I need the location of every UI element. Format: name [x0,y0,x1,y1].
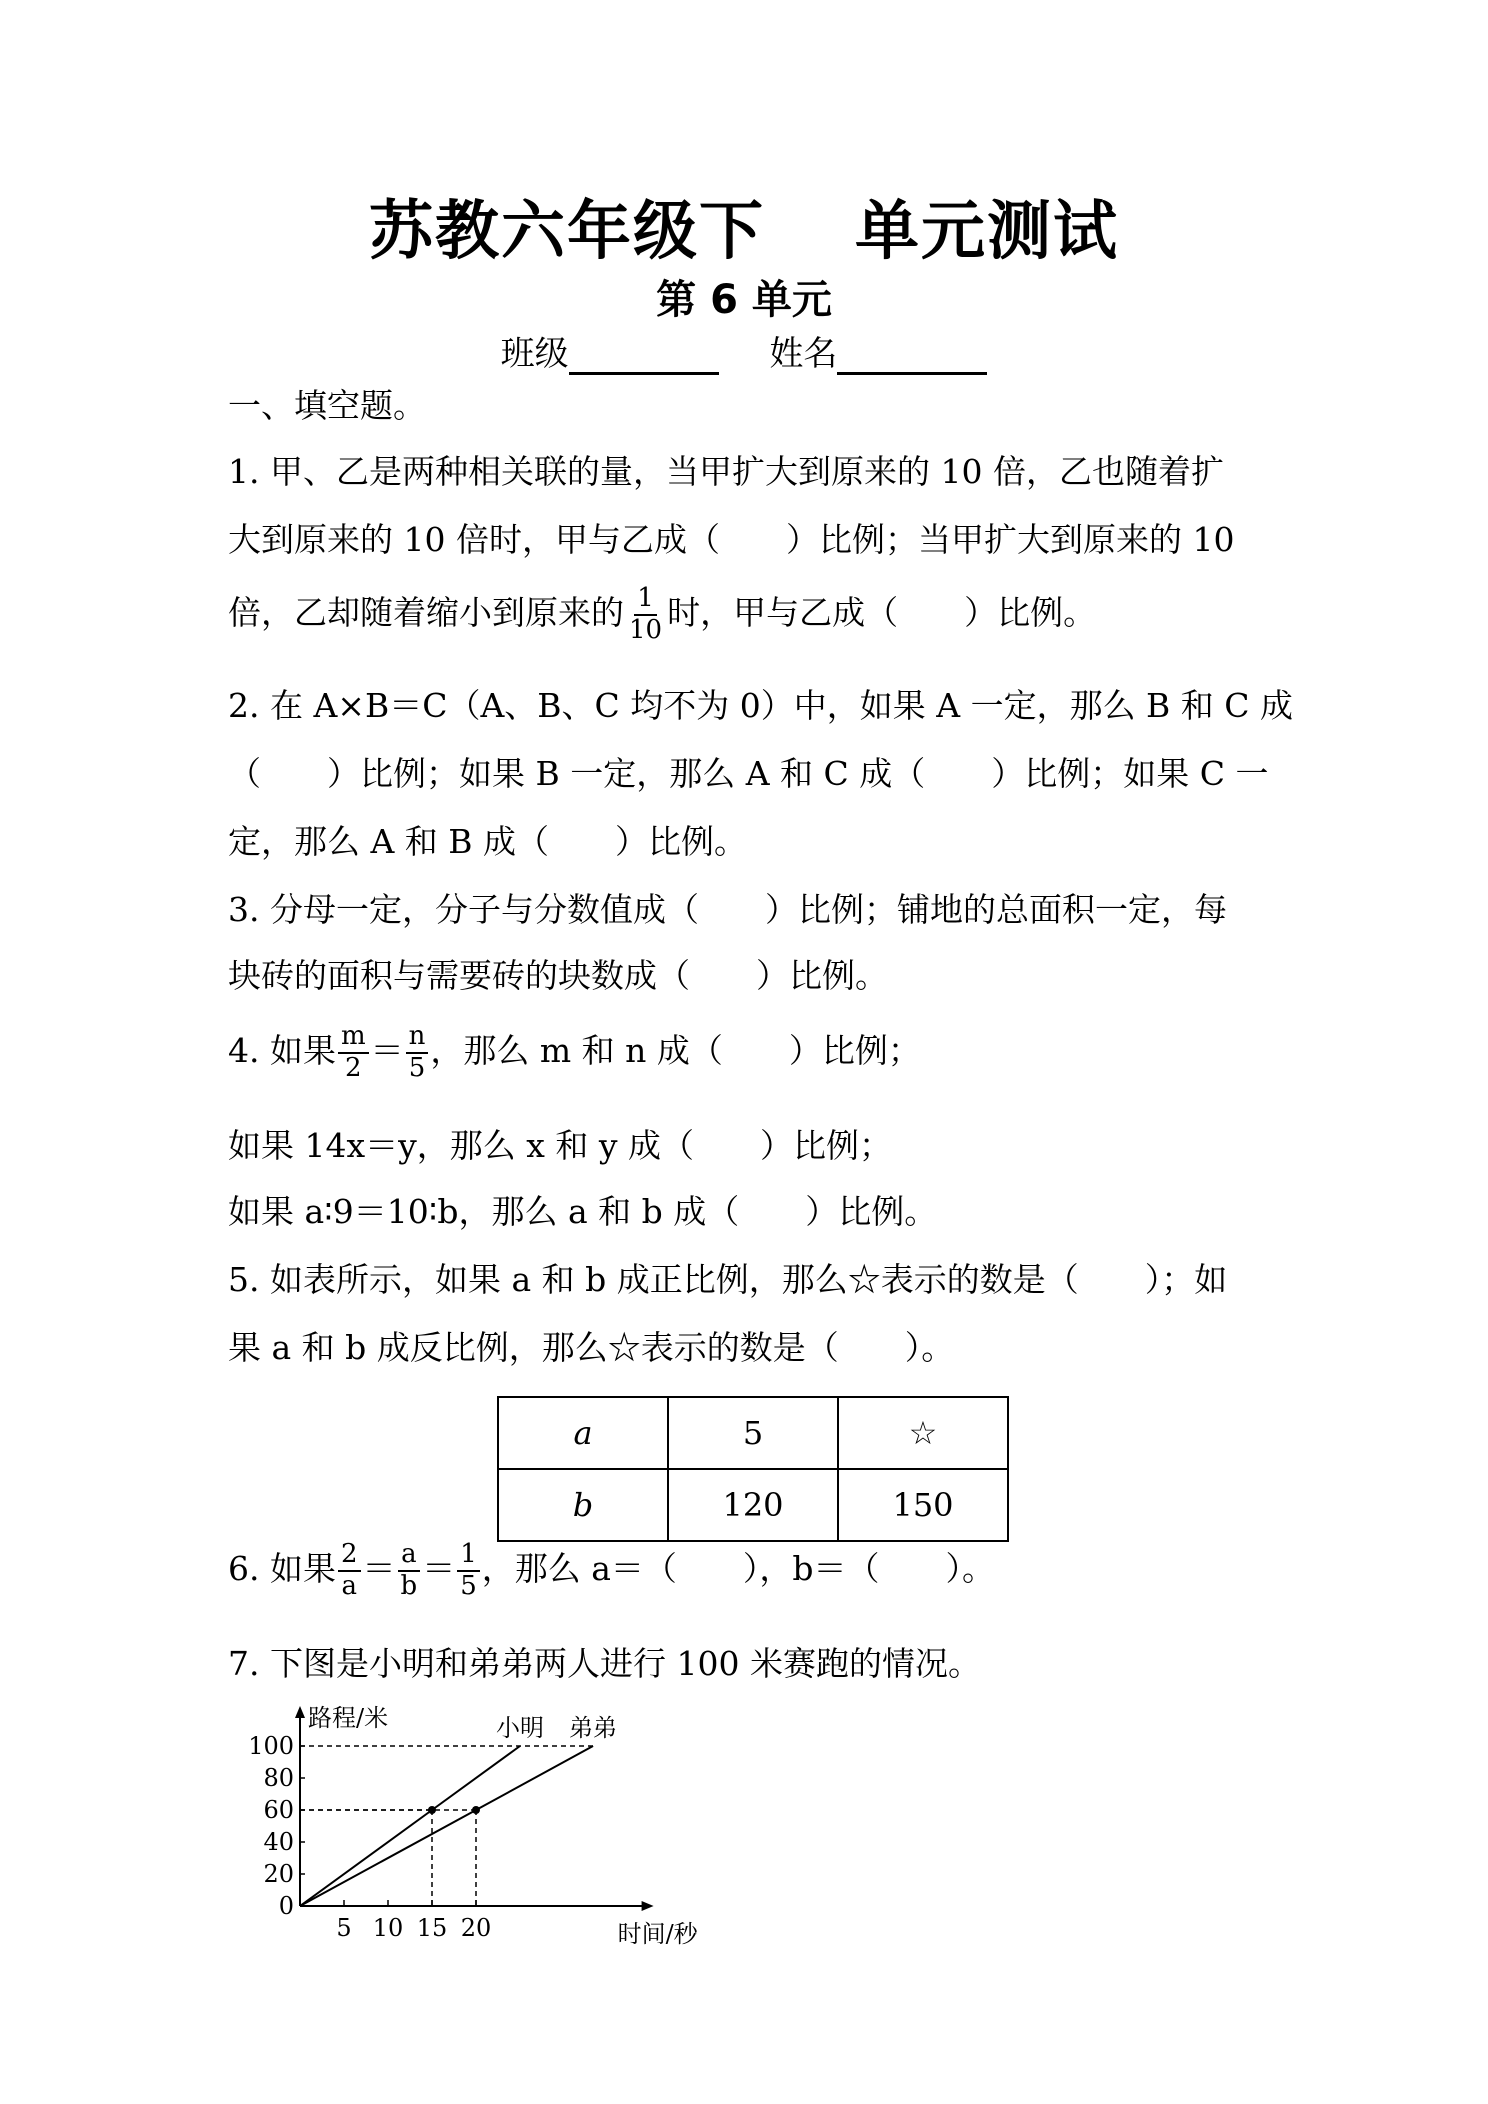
fraction-numerator: 1 [634,584,657,616]
equals-sign: ＝ [370,1030,404,1070]
q2-line2: （ ）比例；如果 B 一定，那么 A 和 C 成（ ）比例；如果 C 一 [228,754,1269,793]
equals-sign: ＝ [362,1548,396,1588]
y-axis-arrow [295,1706,305,1718]
series-label: 小明 [496,1714,544,1742]
y-tick-label: 80 [263,1764,294,1792]
fraction-denominator: 2 [345,1052,362,1083]
student-info [0,326,1488,375]
name-blank[interactable] [837,338,987,375]
q4-line2: 如果 14x＝y，那么 x 和 y 成（ ）比例； [228,1126,892,1165]
fraction-numerator: 1 [457,1540,480,1572]
class-blank[interactable] [569,338,719,375]
fraction-a-over-b [398,1540,421,1602]
x-tick-label: 10 [372,1914,404,1942]
fraction-m-over-2 [338,1022,369,1084]
q4-line1 [228,1022,921,1084]
y-tick-label: 40 [263,1828,294,1856]
fraction-1-over-5 [457,1540,480,1602]
q4-post: ，那么 m 和 n 成（ ）比例； [430,1030,921,1070]
table-cell: 150 [838,1469,1008,1541]
x-tick-label: 20 [460,1914,492,1942]
ratio-table [497,1396,1009,1542]
q3-line1: 3. 分母一定，分子与分数值成（ ）比例；铺地的总面积一定，每 [228,890,1227,929]
q1-line3-post: 时，甲与乙成（ ）比例。 [667,592,1097,632]
table-cell: b [498,1469,668,1541]
race-line-chart [240,1704,698,1948]
data-point [472,1806,480,1814]
q1-line3-pre: 倍，乙却随着缩小到原来的 [228,592,624,632]
series-line-1 [300,1746,520,1906]
table-cell: 5 [668,1397,838,1469]
q2-line1: 2. 在 A×B＝C（A、B、C 均不为 0）中，如果 A 一定，那么 B 和 C 成 [228,686,1294,725]
fraction-denominator: 5 [408,1052,426,1083]
x-tick-label: 5 [336,1914,352,1942]
series-line-2 [300,1746,593,1906]
x-axis-arrow [642,1901,654,1911]
y-tick-label: 60 [263,1796,294,1824]
fraction-denominator: a [341,1570,358,1601]
y-axis-label: 路程/米 [308,1704,389,1732]
table-row [498,1397,1008,1469]
class-label: 班级 [500,334,569,374]
x-axis-label: 时间/秒 [617,1920,698,1948]
fraction-denominator: b [400,1570,418,1601]
table-cell: 120 [668,1469,838,1541]
q5-line2: 果 a 和 b 成反比例，那么☆表示的数是（ ）。 [228,1328,955,1367]
q4-pre: 4. 如果 [228,1030,336,1070]
fraction-denominator: 5 [460,1570,477,1601]
unit-subtitle: 第 6 单元 [656,277,832,323]
y-tick-label: 20 [263,1860,294,1888]
title-right: 单元测试 [855,195,1119,269]
fraction-one-tenth [626,584,665,646]
q1-line1: 1. 甲、乙是两种相关联的量，当甲扩大到原来的 10 倍，乙也随着扩 [228,452,1224,491]
section-heading: 一、填空题。 [228,386,426,425]
table-cell: ☆ [838,1397,1008,1469]
equals-sign: ＝ [422,1548,456,1588]
table-row [498,1469,1008,1541]
q3-line2: 块砖的面积与需要砖的块数成（ ）比例。 [228,956,888,995]
title-left: 苏教六年级下 [369,195,765,269]
series-label: 弟弟 [569,1714,618,1742]
fraction-2-over-a [338,1540,361,1602]
q1-line3 [228,584,1096,646]
fraction-numerator: a [398,1540,420,1572]
y-tick-label: 0 [278,1892,294,1920]
q6-line [228,1540,995,1602]
q7-line: 7. 下图是小明和弟弟两人进行 100 米赛跑的情况。 [228,1644,981,1683]
q6-post: ，那么 a＝（ ），b＝（ ）。 [481,1548,996,1588]
q4-line3: 如果 a∶9＝10∶b，那么 a 和 b 成（ ）比例。 [228,1192,938,1231]
data-point [428,1806,436,1814]
table-cell: a [498,1397,668,1469]
fraction-denominator: 10 [629,614,663,645]
x-tick-label: 15 [416,1914,448,1942]
fraction-numerator: n [406,1022,429,1054]
name-label: 姓名 [769,334,838,374]
fraction-numerator: m [338,1022,369,1054]
q2-line3: 定，那么 A 和 B 成（ ）比例。 [228,822,748,861]
q1-line2: 大到原来的 10 倍时，甲与乙成（ ）比例；当甲扩大到原来的 10 [228,520,1235,559]
q6-pre: 6. 如果 [228,1548,336,1588]
page-title [0,180,1488,272]
q5-line1: 5. 如表所示，如果 a 和 b 成正比例，那么☆表示的数是（ ）；如 [228,1260,1228,1299]
fraction-numerator: 2 [338,1540,361,1572]
fraction-n-over-5 [406,1022,429,1084]
y-tick-label: 100 [248,1732,294,1760]
